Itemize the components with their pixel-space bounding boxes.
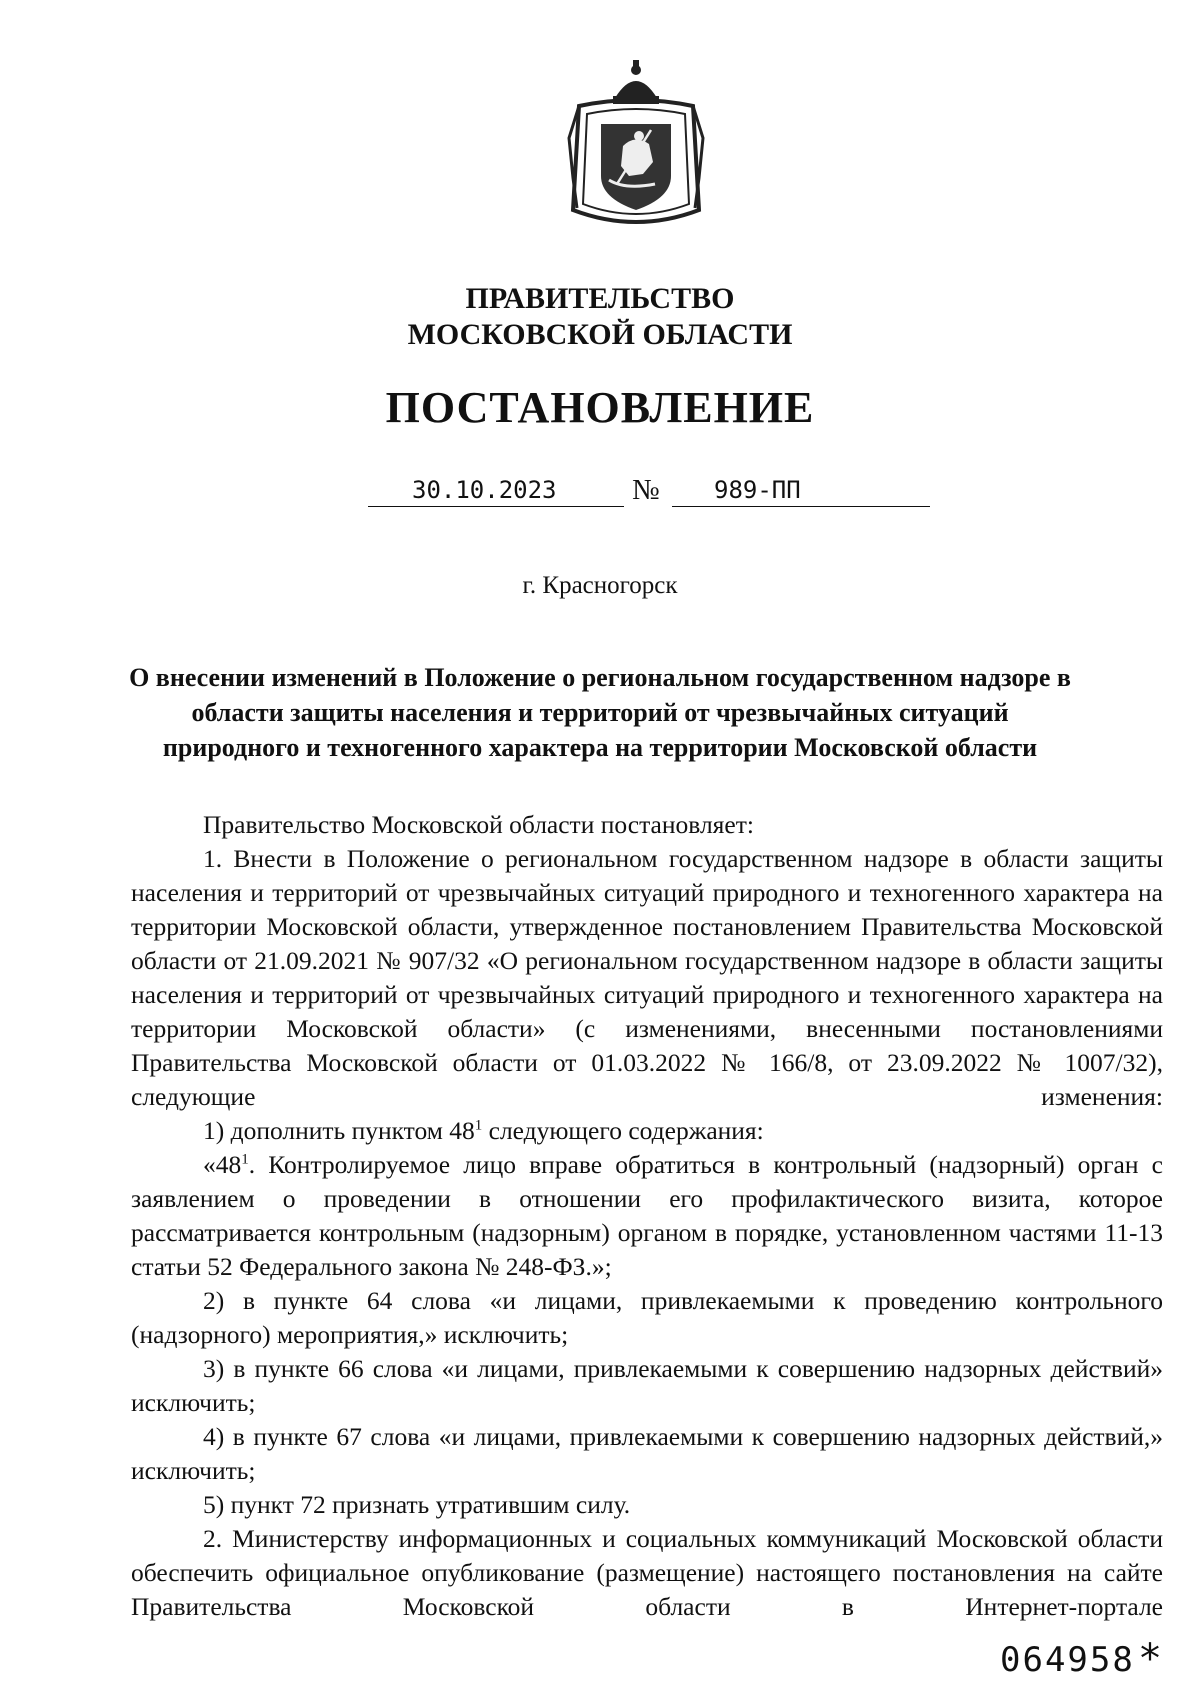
preamble: Правительство Московской области постановляет:	[203, 810, 754, 839]
paragraph-2: 2. Министерству информационных и социальных коммуникаций Московской области обеспечить официальное опубликование (размещение) настоящего постановления на сайте Правительства Московской области в Интернет-портале	[131, 1524, 1163, 1621]
city: г. Красногорск	[522, 572, 678, 599]
document-number: 989-ПП	[714, 476, 801, 504]
number-sign: №	[632, 474, 660, 506]
government-title-line2: МОСКОВСКОЙ ОБЛАСТИ	[407, 318, 793, 351]
document-body	[131, 808, 1163, 1624]
document-subject: О внесении изменений в Положение о региональном государственном надзоре в области защиты населения и территорий от чрезвычайных ситуаций природного и техногенного характера на территории Московской области	[129, 663, 1071, 762]
government-title-line1: ПРАВИТЕЛЬСТВО	[465, 282, 735, 315]
item-5: 5) пункт 72 признать утратившим силу.	[203, 1490, 631, 1519]
paragraph-1: 1. Внести в Положение о региональном государственном надзоре в области защиты населения и территорий от чрезвычайных ситуаций природного и техногенного характера на территории Московской области, утвержденное постановлением Правительства Московской области от 21.09.2021 № 907/32 «О региональном государственном надзоре в области защиты населения и территорий от чрезвычайных ситуаций природного и техногенного характера на территории Московской области» (с изменениями, внесенными постановлениями Правительства Московской области от 01.03.2022 № 166/8, от 23.09.2022 № 1007/32), следующие изменения:	[131, 844, 1163, 1111]
document-date: 30.10.2023	[412, 476, 557, 504]
serial-number: 064958	[1000, 1640, 1135, 1680]
quoted-point-48-1: «$48^1$. Контролируемое лицо вправе обратиться в контрольный (надзорный) орган с заявлением о проведении в отношении его профилактического визита, которое рассматривается контрольным (надзорным) органом в порядке, установленном частями 11-13 статьи 52 Федерального закона № 248-ФЗ.»;	[131, 1150, 1163, 1281]
item-2: 2) в пункте 64 слова «и лицами, привлекаемыми к проведению контрольного (надзорного) мероприятия,» исключить;	[131, 1286, 1163, 1349]
item-4: 4) в пункте 67 слова «и лицами, привлекаемыми к совершению надзорных действий,» исключить;	[131, 1422, 1163, 1485]
item-1: 1) дополнить пунктом $48^1$ следующего содержания:	[203, 1116, 764, 1145]
item-3: 3) в пункте 66 слова «и лицами, привлекаемыми к совершению надзорных действий» исключить;	[131, 1354, 1163, 1417]
star-mark: *	[1140, 1636, 1160, 1682]
document-type: ПОСТАНОВЛЕНИЕ	[385, 383, 815, 432]
coat-of-arms-icon	[565, 58, 707, 238]
date-field	[368, 476, 624, 507]
number-field	[672, 476, 930, 507]
